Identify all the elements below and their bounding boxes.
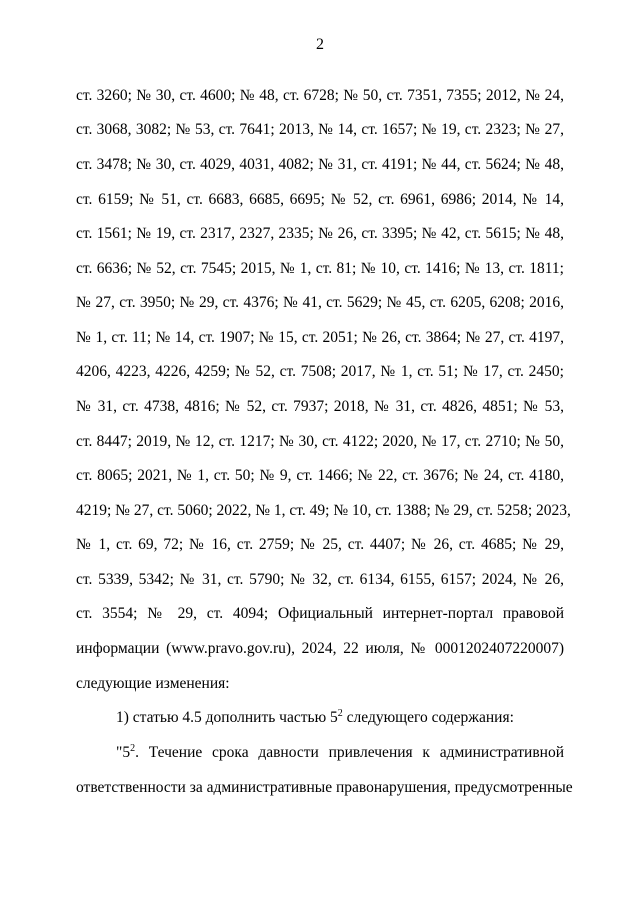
text-line-8: № 1, ст. 11; № 14, ст. 1907; № 15, ст. 2051; № 26, ст. 3864; № 27, ст. 4197, bbox=[76, 329, 564, 346]
amendment-item-1 bbox=[116, 708, 564, 728]
text-line-17: информации (www.pravo.gov.ru), 2024, 22 июля, № 0001202407220007) bbox=[76, 640, 564, 657]
text-line-6: ст. 6636; № 52, ст. 7545; 2015, № 1, ст. 81; № 10, ст. 1416; № 13, ст. 1811; bbox=[76, 260, 564, 277]
item1-text-before: 1) статью 4.5 дополнить частью 5 bbox=[116, 709, 338, 726]
text-line-10: № 31, ст. 4738, 4816; № 52, ст. 7937; 2018, № 31, ст. 4826, 4851; № 53, bbox=[76, 398, 564, 415]
quote-text: . Течение срока давности привлечения к административной bbox=[135, 744, 564, 761]
text-line-16: ст. 3554; № 29, ст. 4094; Официальный интернет-портал правовой bbox=[76, 605, 564, 622]
text-line-5: ст. 1561; № 19, ст. 2317, 2327, 2335; № 26, ст. 3395; № 42, ст. 5615; № 48, bbox=[76, 225, 564, 242]
text-line-4: ст. 6159; № 51, ст. 6683, 6685, 6695; № 52, ст. 6961, 6986; 2014, № 14, bbox=[76, 191, 564, 208]
quote-line-2: ответственности за административные правонарушения, предусмотренные bbox=[76, 779, 573, 796]
text-line-15: ст. 5339, 5342; № 31, ст. 5790; № 32, ст. 6134, 6155, 6157; 2024, № 26, bbox=[76, 571, 564, 588]
quote-line-1 bbox=[116, 743, 564, 763]
text-line-12: ст. 8065; 2021, № 1, ст. 50; № 9, ст. 1466; № 22, ст. 3676; № 24, ст. 4180, bbox=[76, 467, 564, 484]
text-line-7: № 27, ст. 3950; № 29, ст. 4376; № 41, ст. 5629; № 45, ст. 6205, 6208; 2016, bbox=[76, 294, 564, 311]
text-line-3: ст. 3478; № 30, ст. 4029, 4031, 4082; № 31, ст. 4191; № 44, ст. 5624; № 48, bbox=[76, 156, 564, 173]
page-number: 2 bbox=[316, 36, 324, 53]
text-line-9: 4206, 4223, 4226, 4259; № 52, ст. 7508; 2017, № 1, ст. 51; № 17, ст. 2450; bbox=[76, 363, 564, 380]
text-line-14: № 1, ст. 69, 72; № 16, ст. 2759; № 25, ст. 4407; № 26, ст. 4685; № 29, bbox=[76, 536, 564, 553]
quote-superscript: 2 bbox=[130, 743, 136, 754]
text-line-2: ст. 3068, 3082; № 53, ст. 7641; 2013, № 14, ст. 1657; № 19, ст. 2323; № 27, bbox=[76, 121, 564, 138]
text-line-13: 4219; № 27, ст. 5060; 2022, № 1, ст. 49; № 10, ст. 1388; № 29, ст. 5258; 2023, bbox=[76, 502, 571, 519]
text-line-18: следующие изменения: bbox=[76, 675, 230, 692]
item1-text-after: следующего содержания: bbox=[342, 709, 514, 726]
item1-superscript: 2 bbox=[337, 708, 343, 719]
text-line-11: ст. 8447; 2019, № 12, ст. 1217; № 30, ст. 4122; 2020, № 17, ст. 2710; № 50, bbox=[76, 433, 564, 450]
quote-prefix: "5 bbox=[116, 744, 131, 761]
text-line-1: ст. 3260; № 30, ст. 4600; № 48, ст. 6728; № 50, ст. 7351, 7355; 2012, № 24, bbox=[76, 87, 564, 104]
